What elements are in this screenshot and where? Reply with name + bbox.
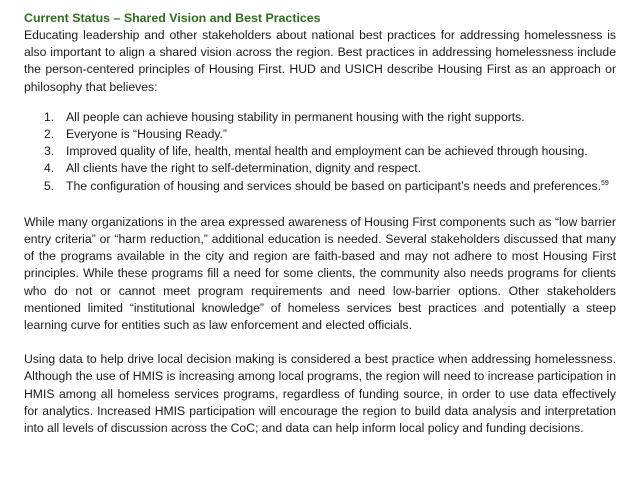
list-number: 4. <box>44 161 55 176</box>
section-heading: Current Status – Shared Vision and Best Practices <box>24 11 321 25</box>
document-page <box>24 10 616 437</box>
list-item <box>44 178 616 195</box>
housing-first-beliefs-list <box>24 109 616 195</box>
list-number: 3. <box>44 144 55 159</box>
list-text: All people can achieve housing stability in permanent housing with the right supports. <box>66 109 525 124</box>
intro-paragraph: Educating leadership and other stakeholders about national best practices for addressing homelessness is also important to align a shared vision across the region. Best practices in addressing homelessness include the person-centered principles of Housing First. HUD and USICH describe Housing First as an approach or philosophy that believes: <box>24 28 616 94</box>
awareness-paragraph: While many organizations in the area expressed awareness of Housing First components such as “low barrier entry criteria” or “harm reduction,” additional education is needed. Several stakeholders discussed that many of the programs available in the city and region are faith-based and may not adhere to most Housing First principles. While these programs fill a need for some clients, the community also needs programs for clients who do not or cannot meet program requirements and need low-barrier options. Other stakeholders mentioned limited “institutional knowledge” of homeless services best practices and potentially a steep learning curve for entities such as law enforcement and elected officials. <box>24 214 616 333</box>
list-text: All clients have the right to self-determination, dignity and respect. <box>66 161 421 176</box>
list-item <box>44 143 616 160</box>
list-text: Improved quality of life, health, mental health and employment can be achieved through housing. <box>66 144 588 159</box>
list-number: 2. <box>44 127 55 142</box>
list-item <box>44 160 616 177</box>
footnote-marker: 59 <box>601 179 609 187</box>
list-number: 5. <box>44 178 55 193</box>
list-number: 1. <box>44 109 55 124</box>
list-text: The configuration of housing and services should be based on participant’s needs and preferences. <box>66 178 602 193</box>
list-text: Everyone is “Housing Ready.” <box>66 127 227 142</box>
data-paragraph: Using data to help drive local decision making is considered a best practice when addressing homelessness. Although the use of HMIS is increasing among local programs, the region will need to increase participation in HMIS among all homeless services programs, regardless of funding source, in order to use data effectively for analytics. Increased HMIS participation will encourage the region to build data analysis and interpretation into all levels of discussion across the CoC; and data can help inform local policy and funding decisions. <box>24 352 616 436</box>
list-item <box>44 126 616 143</box>
list-item <box>44 109 616 126</box>
